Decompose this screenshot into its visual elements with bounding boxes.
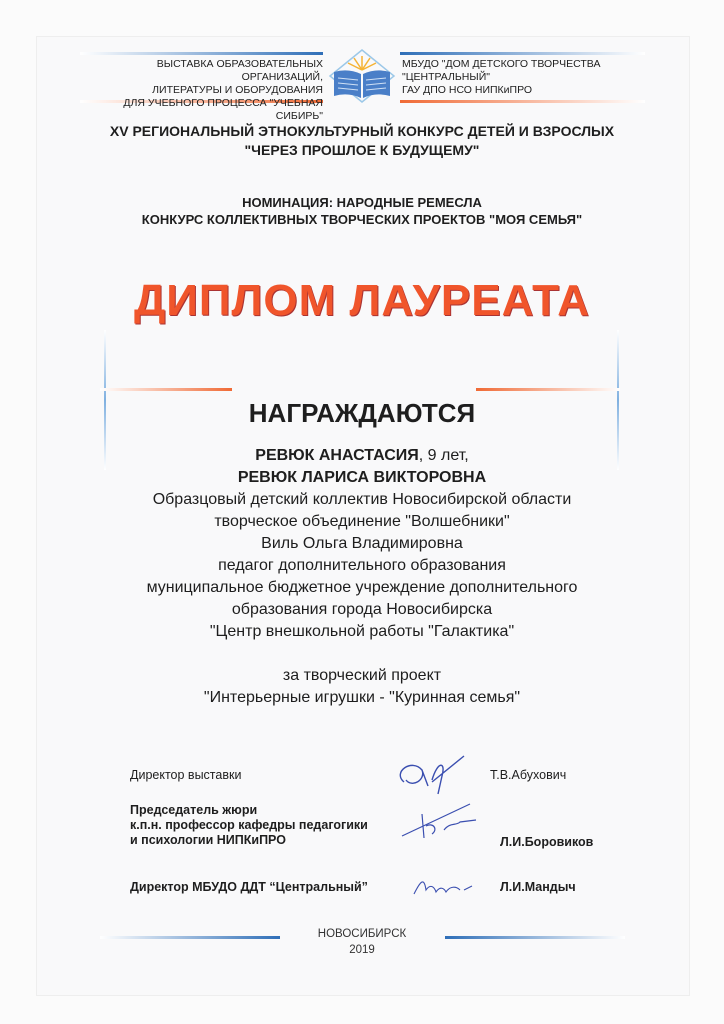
decor-line-right (476, 388, 620, 391)
award-details (0, 445, 724, 709)
recipient-1 (0, 445, 724, 467)
detail-line: образования города Новосибирска (231, 601, 493, 618)
org-line: "ЦЕНТРАЛЬНЫЙ" (402, 71, 490, 83)
signatory-3-name: Л.И.Мандыч (500, 880, 576, 894)
nomination-line: НОМИНАЦИЯ: НАРОДНЫЕ РЕМЕСЛА (242, 195, 482, 210)
detail-line: педагог дополнительного образования (218, 557, 506, 574)
project-label: за творческий проект (282, 667, 442, 684)
role-line: Председатель жюри (130, 803, 258, 817)
signatory-1-role: Директор выставки (130, 768, 242, 782)
org-line: ДЛЯ УЧЕБНОГО ПРОЦЕССА "УЧЕБНАЯ СИБИРЬ" (123, 97, 323, 122)
signature-2-icon (400, 800, 490, 845)
recipient-2-name: РЕВЮК ЛАРИСА ВИКТОРОВНА (237, 469, 487, 486)
signatory-3-role: Директор МБУДО ДДТ “Центральный” (130, 880, 368, 894)
right-organization (402, 58, 642, 97)
diploma-title: ДИПЛОМ ЛАУРЕАТА (133, 276, 591, 325)
awarded-heading: НАГРАЖДАЮТСЯ (248, 398, 476, 428)
header-line-left-blue (80, 52, 323, 55)
contest-title (0, 122, 724, 160)
footer-year: 2019 (349, 944, 375, 956)
org-line: МБУДО "ДОМ ДЕТСКОГО ТВОРЧЕСТВА (402, 58, 601, 70)
signatory-2-role (130, 803, 368, 848)
signature-3-icon (410, 872, 480, 900)
footer (0, 926, 724, 958)
decor-line-left (100, 388, 232, 391)
recipient-1-age: , 9 лет, (418, 447, 469, 464)
org-line: ГАУ ДПО НСО НИПКиПРО (402, 84, 533, 96)
nomination-line: КОНКУРС КОЛЛЕКТИВНЫХ ТВОРЧЕСКИХ ПРОЕКТОВ "МОЯ СЕМЬЯ" (141, 212, 583, 227)
detail-line: Образцовый детский коллектив Новосибирской области (152, 491, 572, 508)
detail-line: "Центр внешкольной работы "Галактика" (209, 623, 515, 640)
contest-line: XV РЕГИОНАЛЬНЫЙ ЭТНОКУЛЬТУРНЫЙ КОНКУРС ДЕТЕЙ И ВЗРОСЛЫХ (109, 123, 615, 139)
contest-line: "ЧЕРЕЗ ПРОШЛОЕ К БУДУЩЕМУ" (244, 142, 480, 158)
footer-city: НОВОСИБИРСК (317, 928, 407, 940)
signatory-1-name: Т.В.Абухович (490, 768, 567, 782)
org-line: ВЫСТАВКА ОБРАЗОВАТЕЛЬНЫХ ОРГАНИЗАЦИЙ, (156, 58, 323, 83)
detail-line: творческое объединение "Волшебники" (214, 513, 510, 530)
role-line: и психологии НИПКиПРО (130, 833, 286, 847)
recipient-1-name: РЕВЮК АНАСТАСИЯ (255, 447, 419, 464)
signatory-2-name: Л.И.Боровиков (500, 835, 594, 849)
project-title: "Интерьерные игрушки - "Куринная семья" (203, 689, 521, 706)
detail-line: Виль Ольга Владимировна (261, 535, 463, 552)
role-line: к.п.н. профессор кафедры педагогики (130, 818, 368, 832)
nomination (0, 194, 724, 228)
header-line-right-orange (400, 100, 645, 103)
detail-line: муниципальное бюджетное учреждение дополнительного (146, 579, 578, 596)
open-book-logo-icon (328, 48, 396, 104)
left-organization (80, 58, 323, 123)
org-line: ЛИТЕРАТУРЫ И ОБОРУДОВАНИЯ (152, 84, 323, 96)
signature-1-icon (392, 752, 472, 802)
header-line-right-blue (400, 52, 645, 55)
